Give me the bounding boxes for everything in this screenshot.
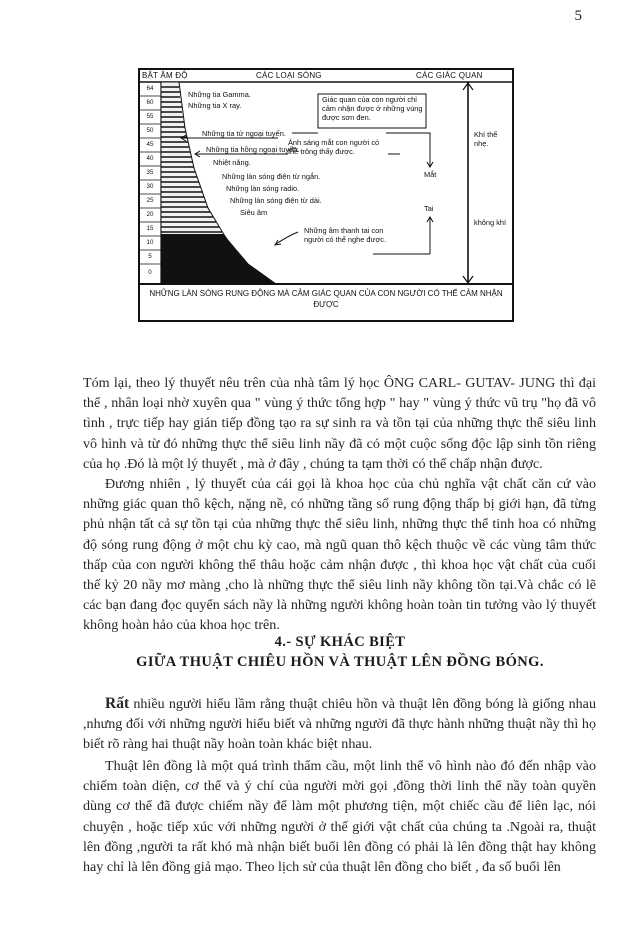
section-heading (60, 632, 620, 672)
wave-label: Những làn sóng radio. (226, 184, 300, 193)
diagram-header-scale: BẬT ÂM ĐỘ (142, 71, 188, 80)
scale-value: 5 (148, 253, 152, 260)
wave-label: Những tia Gamma. (188, 90, 251, 99)
scale-value: 0 (148, 269, 152, 276)
vibration-spectrum-diagram (138, 68, 514, 322)
wave-label: Những tia X ray. (188, 101, 242, 110)
wave-label: Những tia tử ngoại tuyến. (202, 129, 286, 138)
ear-label: Tai (424, 204, 434, 213)
diagram-caption: NHỮNG LÀN SÓNG RUNG ĐỘNG MÀ CẢM GIÁC QUAN CỦA CON NGƯỜI CÓ THỂ CẢM NHẬN ĐƯỢC (149, 289, 503, 309)
wave-label: Siêu âm (240, 208, 268, 217)
diagram-header-senses: CÁC GIÁC QUAN (416, 71, 483, 80)
paragraph-2: Đương nhiên , lý thuyết của cái gọi là khoa học của chủ nghĩa vật chất căn cứ vào những giác quan thô kệch, nặng nề, có những tầng số rung động thấp bị giới hạn, đã từng phủ nhận tất cả sự tồn tại của những thực thể siêu linh, những thực thể tinh hoa có những độ sóng rung động ở một chu kỳ cao, mà ngũ quan thô kệch thuộc về các vùng tâm thức thấp của con người không thể thâu hoặc cảm nhận được , thì khoa học vật chất của cuối thế kỷ 20 nầy mơ màng ,cho là những thực thể siêu linh nầy không tồn tại.Và chắc có lẽ các bạn đang đọc quyển sách nầy là những người không hoàn toàn tin tưởng vào lý thuyết không hoàn hảo của khoa học trên. (83, 476, 596, 634)
diagram-header-waves: CÁC LOẠI SÓNG (256, 71, 322, 80)
wave-label: Những tia hồng ngoại tuyến. (206, 145, 300, 154)
page-number: 5 (574, 8, 582, 24)
wave-label: Những làn sóng điện từ dài. (230, 196, 322, 205)
section-heading-line-1: 4.- SỰ KHÁC BIỆT (274, 634, 406, 650)
scale-value: 60 (146, 99, 154, 106)
wave-label: Những làn sóng điện từ ngắn. (222, 172, 321, 181)
paragraph-3: nhiều người hiểu lầm rằng thuật chiêu hồn và thuật lên đồng bóng là giống nhau ,nhưng đối với những người hiểu biết và những người đã thực hành những thuật nầy thì họ biết rõ ràng hai thuật nầy hoàn toàn khác biệt nhau. (83, 696, 596, 753)
paragraph-1: Tóm lại, theo lý thuyết nêu trên của nhà tâm lý học ÔNG CARL- GUTAV- JUNG thì đại thể , nhân loại nhờ xuyên qua " vùng ý thức tổng hợp " hay " vùng ý thức vũ trụ "họ đã vô tình , trực tiếp hay gián tiếp đồng tạo ra sự sinh ra và tồn tại của những thực thể siêu linh vô hình và từ đó những thực thể siêu linh nầy đã có một cuộc sống độc lập sinh tồn riêng của họ .Đó là một lý thuyết , mà ở đây , chúng ta tạm thời có thể chấp nhận được. (83, 375, 596, 472)
paragraph-3-lead-word: Rất (105, 695, 130, 712)
scale-value: 40 (146, 155, 154, 162)
eye-label: Mắt (424, 170, 437, 179)
senses-note-box: Giác quan của con người chỉ cảm nhận được ở những vùng được sơn đen. (322, 95, 423, 122)
section-heading-line-2: GIỮA THUẬT CHIÊU HỒN VÀ THUẬT LÊN ĐỒNG BÓNG. (136, 654, 544, 670)
visible-light-label: Ánh sáng mắt con người có thể trông thấy được. (288, 138, 380, 156)
paragraph-mediumship (83, 756, 596, 877)
air-label: không khí (474, 218, 507, 227)
paragraph-4: Thuật lên đồng là một quá trình thẩm cầu, một linh thể vô hình nào đó đến nhập vào chiếm toàn diện, cơ thể và ý chí của người mời gọi ,đồng thời linh thể nầy toàn quyền dùng cơ thể đã được chiếm nầy để làm một phương tiện, một chiếc cầu để liên lạc, nói chuyện , hoặc tiếp xúc với những người ở thế giới vật chất của chúng ta .Ngoài ra, thuật lên đồng ,người ta rất khó mà nhận biết buổi lên đồng có phải là lên đồng thật hay không hay chỉ là lên đồng giả mạo. Theo lịch sử của thuật lên đồng cho biết , đa số buổi lên (83, 758, 596, 876)
scale-value: 25 (146, 197, 154, 204)
paragraph-jung-theory (83, 373, 596, 474)
paragraph-materialism (83, 474, 596, 636)
light-gas-label: Khí thể nhẹ. (474, 130, 498, 148)
scale-value: 35 (146, 169, 154, 176)
scale-value: 64 (146, 85, 154, 92)
scale-value: 20 (146, 211, 154, 218)
scale-value: 45 (146, 141, 154, 148)
scale-value: 50 (146, 127, 154, 134)
paragraph-misconception (83, 694, 596, 755)
wave-label: Những âm thanh tai con người có thể nghe được. (304, 226, 387, 244)
wave-label: Nhiệt năng. (213, 158, 251, 167)
scale-value: 30 (146, 183, 154, 190)
scale-value: 15 (146, 225, 154, 232)
scale-value: 10 (146, 239, 154, 246)
scale-value: 55 (146, 113, 154, 120)
